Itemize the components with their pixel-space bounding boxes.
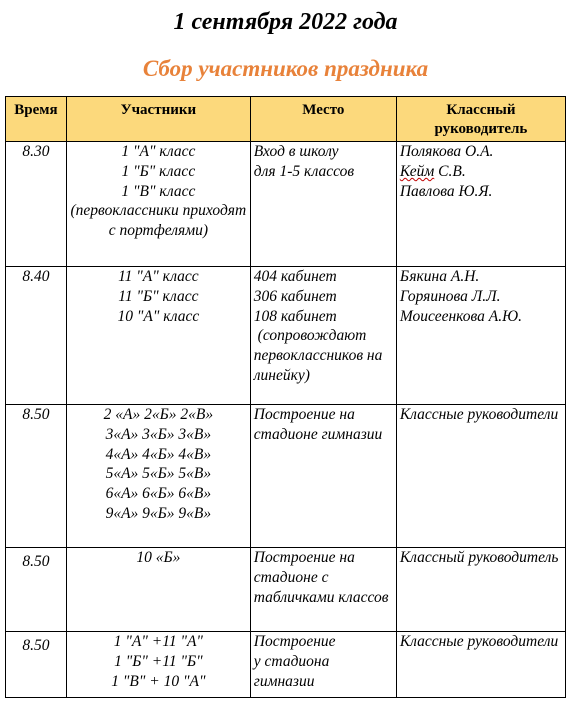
table-body (6, 142, 566, 698)
schedule-table (5, 96, 566, 698)
participants-cell (66, 548, 250, 632)
participants-cell (66, 267, 250, 405)
place-note: (сопровождают первоклассников на линейку) (253, 327, 387, 384)
place-cell (250, 405, 396, 548)
teacher-line: Классные руководители (399, 406, 559, 423)
time-cell: 8.50 (6, 548, 67, 632)
participant-line: 2 «А» 2«Б» 2«В» (103, 406, 214, 423)
participant-line: 10 "А" класс (117, 307, 200, 325)
place-cell (250, 267, 396, 405)
participant-note: (первоклассники приходят с портфелями) (70, 202, 251, 240)
teacher-line: Горяинова Л.Л. (399, 287, 501, 305)
table-row (6, 267, 566, 405)
place-cell (250, 142, 396, 267)
column-header-place: Место (250, 97, 396, 142)
participants-cell (66, 405, 250, 548)
teacher-line: Полякова О.А. (399, 143, 494, 160)
participants-cell (66, 142, 250, 267)
place-cell (250, 548, 396, 632)
time-cell: 8.50 (6, 405, 67, 548)
participant-line: 1 "А" +11 "А" (113, 633, 203, 650)
place-line: Вход в школу (253, 143, 339, 160)
teacher-line: Павлова Ю.Я. (399, 182, 493, 200)
teacher-line: Классный руководитель (399, 549, 559, 566)
header-row (6, 97, 566, 142)
participant-line: 10 «Б» (136, 549, 181, 566)
participant-line: 3«А» 3«Б» 3«В» (105, 425, 212, 443)
participant-line: 1 "В" класс (121, 182, 196, 200)
time-cell: 8.40 (6, 267, 67, 405)
teacher-cell (396, 267, 565, 405)
place-line: Построение (253, 633, 336, 650)
place-line: для 1-5 классов (253, 162, 355, 180)
place-line: у стадиона гимназии (253, 652, 334, 690)
page-title: 1 сентября 2022 года (173, 9, 398, 35)
place-cell (250, 632, 396, 698)
column-header-participants: Участники (66, 97, 250, 142)
time-cell: 8.30 (6, 142, 67, 267)
teacher-line: Кейм С.В. (399, 162, 466, 180)
participant-line: 1 "В" + 10 "А" (111, 672, 206, 690)
participant-line: 9«А» 9«Б» 9«В» (105, 504, 212, 522)
teacher-line: Моисеенкова А.Ю. (399, 307, 523, 325)
place-line: 404 кабинет (253, 268, 337, 285)
page-subtitle: Сбор участников праздника (142, 56, 429, 81)
teacher-cell (396, 142, 565, 267)
participants-cell (66, 632, 250, 698)
table-header (6, 97, 566, 142)
column-header-teacher: Классный руководитель (396, 97, 565, 142)
table-row (6, 632, 566, 698)
teacher-line: Бякина А.Н. (399, 268, 480, 285)
place-line: Построение на стадионе с табличками классов (253, 549, 389, 606)
place-line: 306 кабинет (253, 287, 337, 305)
participant-line: 1 "А" класс (121, 143, 196, 160)
participant-line: 4«А» 4«Б» 4«В» (105, 445, 212, 463)
teacher-cell (396, 548, 565, 632)
participant-line: 5«А» 5«Б» 5«В» (105, 465, 212, 483)
place-line: Построение на стадионе гимназии (253, 406, 383, 443)
table-row (6, 405, 566, 548)
table-row (6, 142, 566, 267)
participant-line: 11 "Б" класс (118, 287, 199, 305)
column-header-time: Время (6, 97, 67, 142)
time-cell: 8.50 (6, 632, 67, 698)
teacher-cell (396, 405, 565, 548)
teacher-cell (396, 632, 565, 698)
table-row (6, 548, 566, 632)
spellcheck-underline: Кейм (399, 162, 435, 180)
participant-line: 6«А» 6«Б» 6«В» (105, 485, 212, 503)
place-line: 108 кабинет (253, 307, 337, 325)
teacher-line: Классные руководители (399, 633, 559, 650)
participant-line: 1 "Б" +11 "Б" (114, 652, 203, 670)
participant-line: 1 "Б" класс (121, 162, 196, 180)
participant-line: 11 "А" класс (118, 268, 199, 285)
